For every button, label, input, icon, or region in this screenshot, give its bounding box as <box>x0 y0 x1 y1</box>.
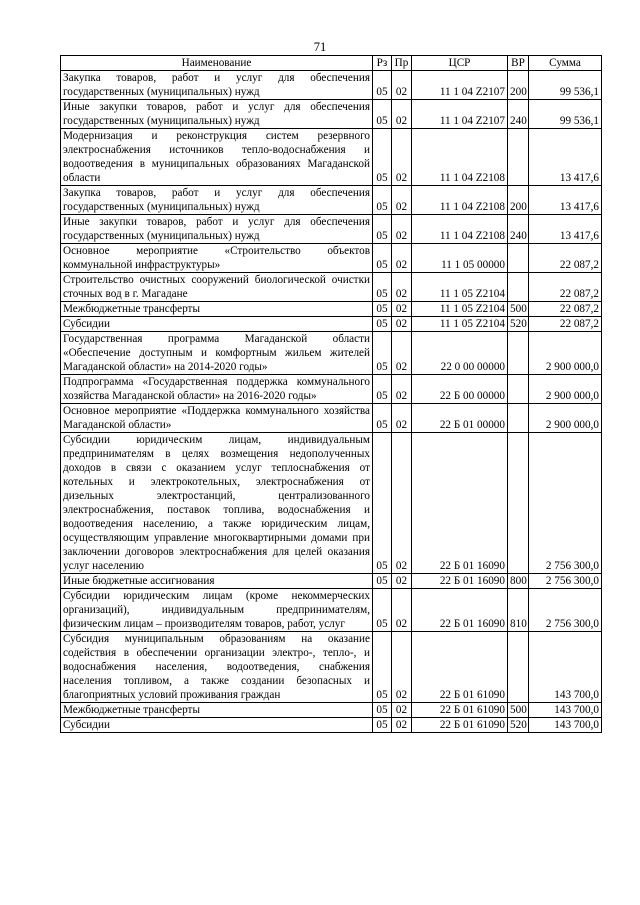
row-sum: 99 536,1 <box>529 71 602 100</box>
budget-table <box>60 55 602 733</box>
row-sum: 2 756 300,0 <box>529 433 602 574</box>
row-sum: 143 700,0 <box>529 632 602 703</box>
row-sum: 2 900 000,0 <box>529 375 602 404</box>
row-vr: 810 <box>508 589 529 632</box>
row-name <box>61 718 373 733</box>
row-pr: 02 <box>392 186 412 215</box>
row-name-text: Основное мероприятие «Строительство объектов коммунальной инфраструктуры» <box>63 245 370 271</box>
row-vr <box>508 129 529 186</box>
header-csr: ЦСР <box>412 56 508 71</box>
row-name-text: Межбюджетные трансферты <box>63 704 200 716</box>
row-name-text: Субсидии <box>63 719 110 731</box>
row-pr: 02 <box>392 273 412 302</box>
row-vr: 240 <box>508 100 529 129</box>
row-name-text: Субсидия муниципальным образованиям на оказание содействия в обеспечении организации электро-, тепло-, и водоснабжения населения, водоотведения, снабжения населения топливом, а также создании безопасных и благоприятных условий проживания граждан <box>63 633 370 701</box>
row-name <box>61 703 373 718</box>
row-rz: 05 <box>373 589 392 632</box>
row-vr: 500 <box>508 703 529 718</box>
header-pr: Пр <box>392 56 412 71</box>
row-csr: 11 1 05 Z2104 <box>412 273 508 302</box>
table-row <box>61 433 602 574</box>
row-vr: 240 <box>508 215 529 244</box>
row-pr: 02 <box>392 302 412 317</box>
row-vr: 520 <box>508 317 529 332</box>
row-csr: 22 0 00 00000 <box>412 332 508 375</box>
row-pr: 02 <box>392 71 412 100</box>
row-name <box>61 332 373 375</box>
row-name-text: Иные закупки товаров, работ и услуг для обеспечения государственных (муниципальных) нужд <box>63 216 370 242</box>
row-csr: 11 1 05 Z2104 <box>412 317 508 332</box>
row-rz: 05 <box>373 718 392 733</box>
row-name-text: Основное мероприятие «Поддержка коммунального хозяйства Магаданской области» <box>63 405 370 431</box>
table-row <box>61 215 602 244</box>
row-sum: 2 756 300,0 <box>529 574 602 589</box>
row-name <box>61 273 373 302</box>
row-name <box>61 632 373 703</box>
row-pr: 02 <box>392 317 412 332</box>
row-csr: 11 1 04 Z2107 <box>412 100 508 129</box>
row-pr: 02 <box>392 129 412 186</box>
row-sum: 13 417,6 <box>529 129 602 186</box>
row-name <box>61 589 373 632</box>
row-vr <box>508 244 529 273</box>
row-sum: 22 087,2 <box>529 317 602 332</box>
row-vr <box>508 433 529 574</box>
table-row <box>61 404 602 433</box>
row-name-text: Субсидии <box>63 318 110 330</box>
table-row <box>61 375 602 404</box>
row-sum: 2 900 000,0 <box>529 404 602 433</box>
row-pr: 02 <box>392 632 412 703</box>
header-vr: ВР <box>508 56 529 71</box>
row-sum: 2 900 000,0 <box>529 332 602 375</box>
row-pr: 02 <box>392 404 412 433</box>
row-csr: 22 Б 00 00000 <box>412 375 508 404</box>
row-vr <box>508 404 529 433</box>
row-name-text: Межбюджетные трансферты <box>63 303 200 315</box>
row-rz: 05 <box>373 332 392 375</box>
row-name-text: Субсидии юридическим лицам, индивидуальным предпринимателям в целях возмещения недополученных доходов в связи с оказанием услуг теплоснабжения от котельных и электрокотельных, электроснабжения от дизельных электростанций, централизованного электроснабжения, поставок топлива, водоснабжения и водоотведения населению, а также юридическим лицам, осуществляющим управление многоквартирными домами при заключении договоров электроснабжения для целей оказания услуг населению <box>63 434 370 572</box>
table-row <box>61 186 602 215</box>
page-number: 71 <box>313 40 327 54</box>
row-name <box>61 574 373 589</box>
table-header-row <box>61 56 602 71</box>
row-rz: 05 <box>373 215 392 244</box>
table-row <box>61 244 602 273</box>
row-sum: 99 536,1 <box>529 100 602 129</box>
row-name <box>61 433 373 574</box>
row-rz: 05 <box>373 244 392 273</box>
row-name-text: Субсидии юридическим лицам (кроме некоммерческих организаций), индивидуальным предпринимателям, физическим лицам – производителям товаров, работ, услуг <box>63 590 370 630</box>
row-csr: 22 Б 01 61090 <box>412 632 508 703</box>
row-vr <box>508 632 529 703</box>
row-name-text: Подпрограмма «Государственная поддержка коммунального хозяйства Магаданской области» на 2016-2020 годы» <box>63 376 370 402</box>
row-pr: 02 <box>392 589 412 632</box>
row-name-text: Государственная программа Магаданской области «Обеспечение доступным и комфортным жильем жителей Магаданской области» на 2014-2020 годы» <box>63 333 370 373</box>
row-rz: 05 <box>373 574 392 589</box>
table-row <box>61 273 602 302</box>
table-row <box>61 332 602 375</box>
row-rz: 05 <box>373 317 392 332</box>
row-rz: 05 <box>373 302 392 317</box>
row-sum: 2 756 300,0 <box>529 589 602 632</box>
row-sum: 13 417,6 <box>529 215 602 244</box>
row-rz: 05 <box>373 71 392 100</box>
row-vr: 200 <box>508 186 529 215</box>
row-pr: 02 <box>392 433 412 574</box>
row-pr: 02 <box>392 574 412 589</box>
table-row <box>61 703 602 718</box>
row-pr: 02 <box>392 332 412 375</box>
row-name <box>61 129 373 186</box>
row-sum: 143 700,0 <box>529 718 602 733</box>
row-csr: 22 Б 01 16090 <box>412 589 508 632</box>
row-name-text: Закупка товаров, работ и услуг для обеспечения государственных (муниципальных) нужд <box>63 72 370 98</box>
row-rz: 05 <box>373 433 392 574</box>
row-name <box>61 317 373 332</box>
row-sum: 13 417,6 <box>529 186 602 215</box>
row-pr: 02 <box>392 215 412 244</box>
row-rz: 05 <box>373 404 392 433</box>
table-row <box>61 129 602 186</box>
table-row <box>61 718 602 733</box>
row-csr: 22 Б 01 00000 <box>412 404 508 433</box>
row-rz: 05 <box>373 186 392 215</box>
row-csr: 11 1 04 Z2108 <box>412 186 508 215</box>
row-vr <box>508 375 529 404</box>
row-vr <box>508 273 529 302</box>
row-csr: 11 1 04 Z2108 <box>412 215 508 244</box>
row-name <box>61 302 373 317</box>
row-csr: 11 1 05 Z2104 <box>412 302 508 317</box>
row-rz: 05 <box>373 129 392 186</box>
row-rz: 05 <box>373 273 392 302</box>
row-csr: 22 Б 01 16090 <box>412 574 508 589</box>
row-name-text: Закупка товаров, работ и услуг для обеспечения государственных (муниципальных) нужд <box>63 187 370 213</box>
row-rz: 05 <box>373 703 392 718</box>
row-sum: 22 087,2 <box>529 302 602 317</box>
header-name: Наименование <box>61 56 373 71</box>
header-sum: Сумма <box>529 56 602 71</box>
row-pr: 02 <box>392 703 412 718</box>
row-vr: 520 <box>508 718 529 733</box>
row-pr: 02 <box>392 718 412 733</box>
row-vr: 200 <box>508 71 529 100</box>
row-name <box>61 375 373 404</box>
row-csr: 11 1 04 Z2107 <box>412 71 508 100</box>
row-rz: 05 <box>373 632 392 703</box>
row-csr: 11 1 05 00000 <box>412 244 508 273</box>
row-csr: 22 Б 01 16090 <box>412 433 508 574</box>
row-sum: 22 087,2 <box>529 244 602 273</box>
row-vr: 500 <box>508 302 529 317</box>
header-rz: Рз <box>373 56 392 71</box>
table-row <box>61 574 602 589</box>
row-name <box>61 186 373 215</box>
table-row <box>61 100 602 129</box>
row-name-text: Модернизация и реконструкция систем резервного электроснабжения источников тепло-водоснабжения и водоотведения в муниципальных образованиях Магаданской области <box>63 130 370 184</box>
row-csr: 11 1 04 Z2108 <box>412 129 508 186</box>
row-sum: 22 087,2 <box>529 273 602 302</box>
row-name-text: Иные закупки товаров, работ и услуг для обеспечения государственных (муниципальных) нужд <box>63 101 370 127</box>
row-pr: 02 <box>392 375 412 404</box>
table-row <box>61 589 602 632</box>
row-name <box>61 404 373 433</box>
row-csr: 22 Б 01 61090 <box>412 703 508 718</box>
row-name <box>61 100 373 129</box>
row-rz: 05 <box>373 375 392 404</box>
table-row <box>61 302 602 317</box>
row-name-text: Иные бюджетные ассигнования <box>63 575 215 587</box>
table-row <box>61 317 602 332</box>
table-row <box>61 632 602 703</box>
row-rz: 05 <box>373 100 392 129</box>
table-row <box>61 71 602 100</box>
row-name <box>61 71 373 100</box>
row-name <box>61 244 373 273</box>
row-name-text: Строительство очистных сооружений биологической очистки сточных вод в г. Магадане <box>63 274 370 300</box>
row-name <box>61 215 373 244</box>
row-csr: 22 Б 01 61090 <box>412 718 508 733</box>
row-vr <box>508 332 529 375</box>
row-pr: 02 <box>392 100 412 129</box>
row-pr: 02 <box>392 244 412 273</box>
row-sum: 143 700,0 <box>529 703 602 718</box>
row-vr: 800 <box>508 574 529 589</box>
